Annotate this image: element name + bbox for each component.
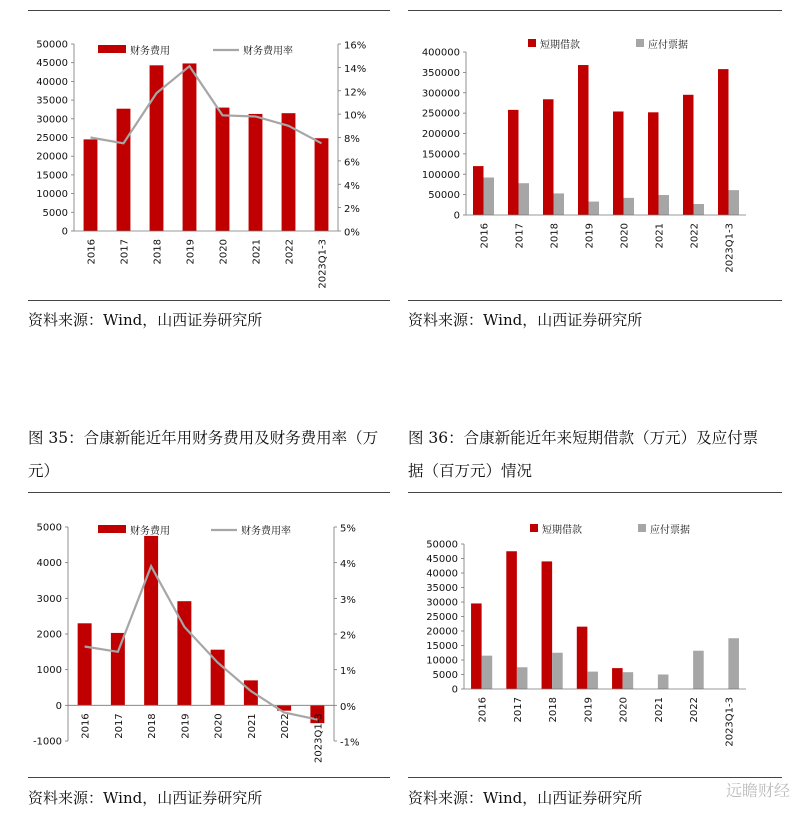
bar-应付票据-2019 bbox=[587, 672, 598, 689]
y-left-tick-label: 30000 bbox=[36, 114, 68, 126]
caption-rule-left bbox=[28, 492, 390, 493]
bar-短期借款-2016 bbox=[473, 166, 484, 215]
bar-应付票据-2020 bbox=[624, 198, 635, 215]
y-left-tick-label: 35000 bbox=[426, 583, 458, 594]
x-tick-label-2020: 2020 bbox=[619, 223, 631, 249]
x-tick-label-2022: 2022 bbox=[689, 223, 701, 249]
y-left-tick-label: 100000 bbox=[421, 169, 460, 181]
y-right-tick-label: 10% bbox=[344, 110, 367, 122]
bar-短期借款-2017 bbox=[506, 551, 517, 689]
x-tick-label-2020: 2020 bbox=[618, 697, 630, 723]
bar-应付票据-2020 bbox=[623, 672, 634, 689]
bar-短期借款-2023Q1-3 bbox=[718, 69, 729, 215]
source-text-bl: 资料来源：Wind，山西证券研究所 bbox=[28, 789, 263, 807]
y-right-tick-label: 6% bbox=[344, 157, 360, 169]
bar-应付票据-2016 bbox=[482, 656, 493, 689]
x-tick-label-2021: 2021 bbox=[246, 713, 258, 739]
bar-财务费用-2016 bbox=[84, 139, 98, 231]
chart-financial-expense-bottom bbox=[28, 505, 390, 775]
legend-label-财务费用率: 财务费用率 bbox=[243, 46, 293, 57]
legend-label-财务费用: 财务费用 bbox=[130, 46, 170, 57]
x-tick-label-2022: 2022 bbox=[284, 239, 296, 265]
source-rule-tr bbox=[408, 300, 782, 301]
bar-财务费用-2021 bbox=[249, 114, 263, 231]
y-right-tick-label: 3% bbox=[340, 594, 356, 606]
y-left-tick-label: 15000 bbox=[426, 641, 458, 652]
y-left-tick-label: 20000 bbox=[426, 626, 458, 638]
bar-财务费用-2022 bbox=[282, 113, 296, 231]
y-right-tick-label: 0% bbox=[340, 701, 356, 713]
x-tick-label-2021: 2021 bbox=[251, 239, 263, 265]
caption-figure-35 bbox=[28, 422, 390, 488]
legend-swatch-财务费用 bbox=[98, 45, 126, 53]
x-tick-label-2021: 2021 bbox=[654, 223, 666, 249]
legend-label-应付票据: 应付票据 bbox=[648, 40, 688, 51]
y-right-tick-label: 14% bbox=[344, 63, 367, 75]
y-left-tick-label: 0 bbox=[55, 700, 62, 712]
bar-财务费用-2017 bbox=[111, 633, 125, 705]
caption-35-line2: 元） bbox=[28, 462, 60, 480]
x-tick-label-2018: 2018 bbox=[152, 239, 164, 265]
caption-36-line1: 图 36：合康新能近年来短期借款（万元）及应付票 bbox=[408, 429, 759, 447]
bar-财务费用-2018 bbox=[144, 536, 158, 705]
y-left-tick-label: 10000 bbox=[426, 655, 458, 667]
caption-rule-right bbox=[408, 492, 782, 493]
x-tick-label-2023Q1-3: 2023Q1-3 bbox=[313, 713, 325, 763]
chart-short-term-borrowing-top bbox=[408, 22, 782, 302]
legend-swatch-应付票据 bbox=[636, 39, 644, 47]
y-right-tick-label: -1% bbox=[340, 737, 360, 749]
bar-应付票据-2018 bbox=[552, 653, 563, 689]
caption-figure-36 bbox=[408, 422, 782, 488]
source-text-tl: 资料来源：Wind，山西证券研究所 bbox=[28, 311, 263, 329]
bar-应付票据-2021 bbox=[659, 195, 670, 215]
y-left-tick-label: 40000 bbox=[36, 76, 68, 88]
y-right-tick-label: 2% bbox=[344, 204, 360, 216]
y-left-tick-label: 20000 bbox=[36, 151, 68, 163]
watermark: 远瞻财经 bbox=[725, 781, 790, 800]
y-left-tick-label: 0 bbox=[451, 684, 458, 696]
x-tick-label-2021: 2021 bbox=[653, 697, 665, 723]
y-left-tick-label: 3000 bbox=[36, 593, 62, 605]
y-right-tick-label: 4% bbox=[340, 559, 356, 571]
y-left-tick-label: 1000 bbox=[36, 665, 62, 677]
y-left-tick-label: 10000 bbox=[36, 189, 68, 201]
bar-短期借款-2019 bbox=[578, 65, 589, 215]
bar-应付票据-2022 bbox=[693, 651, 704, 689]
y-left-tick-label: 50000 bbox=[426, 539, 458, 551]
bar-短期借款-2022 bbox=[683, 95, 694, 215]
x-tick-label-2017: 2017 bbox=[113, 713, 125, 739]
bar-短期借款-2018 bbox=[543, 99, 554, 215]
bar-财务费用-2020 bbox=[216, 108, 230, 231]
bar-财务费用-2019 bbox=[183, 63, 197, 231]
bar-应付票据-2023Q1-3 bbox=[728, 638, 739, 689]
bar-财务费用-2021 bbox=[244, 680, 258, 705]
bar-短期借款-2021 bbox=[648, 112, 659, 215]
bar-财务费用-2023Q1-3 bbox=[315, 138, 329, 231]
legend-swatch-短期借款 bbox=[528, 39, 536, 47]
x-tick-label-2023Q1-3: 2023Q1-3 bbox=[317, 239, 329, 289]
y-left-tick-label: 40000 bbox=[426, 568, 458, 580]
y-right-tick-label: 16% bbox=[344, 40, 367, 52]
x-tick-label-2019: 2019 bbox=[584, 223, 596, 249]
y-left-tick-label: -1000 bbox=[32, 736, 62, 748]
x-tick-label-2016: 2016 bbox=[86, 239, 98, 265]
y-left-tick-label: 45000 bbox=[36, 58, 68, 70]
y-right-tick-label: 12% bbox=[344, 87, 367, 99]
y-left-tick-label: 35000 bbox=[36, 95, 68, 107]
x-tick-label-2022: 2022 bbox=[280, 713, 292, 739]
y-left-tick-label: 5000 bbox=[432, 670, 458, 681]
x-tick-label-2020: 2020 bbox=[218, 239, 230, 265]
legend-label-短期借款: 短期借款 bbox=[542, 525, 582, 536]
caption-35-line1: 图 35：合康新能近年用财务费用及财务费用率（万 bbox=[28, 429, 379, 447]
source-rule-tl bbox=[28, 300, 390, 301]
bar-短期借款-2019 bbox=[577, 627, 588, 689]
y-left-tick-label: 0 bbox=[61, 226, 68, 238]
x-tick-label-2016: 2016 bbox=[80, 713, 92, 739]
bar-短期借款-2017 bbox=[508, 110, 519, 215]
x-tick-label-2019: 2019 bbox=[180, 713, 192, 739]
x-tick-label-2017: 2017 bbox=[119, 239, 131, 265]
top-rule-left bbox=[28, 10, 390, 11]
legend-label-短期借款: 短期借款 bbox=[540, 40, 580, 51]
caption-36-line2: 据（百万元）情况 bbox=[408, 462, 533, 480]
source-text-br: 资料来源：Wind，山西证券研究所 bbox=[408, 789, 643, 807]
bar-短期借款-2020 bbox=[613, 111, 624, 215]
y-left-tick-label: 50000 bbox=[428, 190, 460, 202]
y-left-tick-label: 5000 bbox=[42, 207, 68, 219]
legend-label-财务费用率: 财务费用率 bbox=[241, 526, 291, 537]
bar-应付票据-2022 bbox=[694, 204, 705, 215]
source-rule-bl bbox=[28, 777, 390, 778]
y-left-tick-label: 30000 bbox=[426, 597, 458, 609]
y-left-tick-label: 200000 bbox=[421, 129, 460, 140]
x-tick-label-2022: 2022 bbox=[689, 697, 701, 723]
x-tick-label-2023Q1-3: 2023Q1-3 bbox=[724, 697, 736, 747]
x-tick-label-2020: 2020 bbox=[213, 713, 225, 739]
bar-短期借款-2016 bbox=[471, 603, 482, 689]
y-left-tick-label: 150000 bbox=[421, 149, 460, 161]
legend-label-应付票据: 应付票据 bbox=[650, 525, 690, 536]
chart-financial-expense-top bbox=[28, 22, 390, 302]
x-tick-label-2016: 2016 bbox=[477, 697, 489, 723]
bar-应付票据-2018 bbox=[554, 193, 565, 215]
y-left-tick-label: 0 bbox=[453, 210, 460, 222]
legend-swatch-短期借款 bbox=[530, 524, 538, 532]
y-right-tick-label: 4% bbox=[344, 180, 360, 192]
y-right-tick-label: 0% bbox=[344, 227, 360, 239]
bar-应付票据-2017 bbox=[517, 667, 528, 689]
x-tick-label-2023Q1-3: 2023Q1-3 bbox=[724, 223, 736, 273]
y-left-tick-label: 5000 bbox=[36, 522, 62, 534]
bar-短期借款-2018 bbox=[542, 561, 553, 689]
x-tick-label-2018: 2018 bbox=[549, 223, 561, 249]
x-tick-label-2017: 2017 bbox=[514, 223, 526, 249]
x-tick-label-2018: 2018 bbox=[548, 697, 560, 723]
y-left-tick-label: 4000 bbox=[36, 558, 62, 570]
x-tick-label-2017: 2017 bbox=[512, 697, 524, 723]
y-left-tick-label: 45000 bbox=[426, 554, 458, 565]
legend-label-财务费用: 财务费用 bbox=[130, 526, 170, 537]
top-rule-right bbox=[408, 10, 782, 11]
y-right-tick-label: 1% bbox=[340, 666, 356, 678]
bar-财务费用-2017 bbox=[117, 109, 131, 231]
x-tick-label-2018: 2018 bbox=[147, 713, 159, 739]
bar-应付票据-2023Q1-3 bbox=[729, 190, 740, 215]
y-left-tick-label: 25000 bbox=[426, 612, 458, 623]
y-left-tick-label: 2000 bbox=[36, 629, 62, 641]
chart-short-term-borrowing-bottom bbox=[408, 505, 782, 775]
bar-应付票据-2016 bbox=[484, 178, 495, 215]
x-tick-label-2019: 2019 bbox=[185, 239, 197, 265]
y-left-tick-label: 25000 bbox=[36, 133, 68, 144]
source-text-tr: 资料来源：Wind，山西证券研究所 bbox=[408, 311, 643, 329]
y-left-tick-label: 15000 bbox=[36, 170, 68, 182]
y-left-tick-label: 300000 bbox=[421, 88, 460, 100]
legend-swatch-应付票据 bbox=[638, 524, 646, 532]
y-left-tick-label: 50000 bbox=[36, 39, 68, 51]
bar-财务费用-2016 bbox=[78, 623, 92, 705]
bar-应付票据-2017 bbox=[519, 183, 530, 215]
y-right-tick-label: 5% bbox=[340, 523, 356, 535]
bar-短期借款-2020 bbox=[612, 668, 623, 689]
x-tick-label-2019: 2019 bbox=[583, 697, 595, 723]
y-left-tick-label: 350000 bbox=[421, 67, 460, 79]
y-right-tick-label: 8% bbox=[344, 134, 360, 145]
bar-应付票据-2019 bbox=[589, 202, 600, 215]
legend-swatch-财务费用 bbox=[98, 525, 126, 533]
x-tick-label-2016: 2016 bbox=[479, 223, 491, 249]
y-left-tick-label: 250000 bbox=[421, 108, 460, 120]
y-left-tick-label: 400000 bbox=[421, 47, 460, 59]
y-right-tick-label: 2% bbox=[340, 630, 356, 642]
bar-应付票据-2021 bbox=[658, 675, 669, 690]
